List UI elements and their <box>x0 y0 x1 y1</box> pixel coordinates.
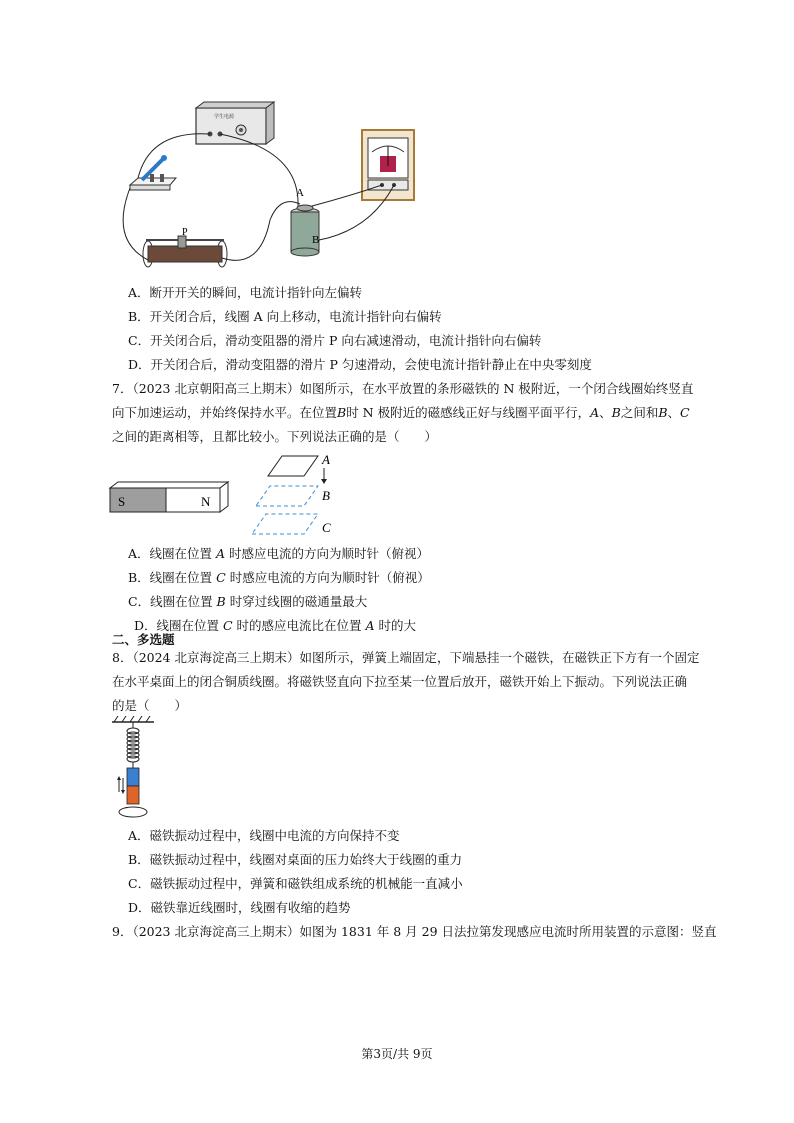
q7-stem-line3: 之间的距离相等，且都比较小。下列说法正确的是（ ） <box>112 429 438 444</box>
magnet-s-label: S <box>118 494 126 509</box>
coil <box>291 187 319 256</box>
q8-stem-line2: 在水平桌面上的闭合铜质线圈。将磁铁竖直向下拉至某一位置后放开，磁铁开始上下振动。下列说法正确 <box>112 674 688 689</box>
ceiling <box>112 716 154 722</box>
q7-figure <box>108 450 348 542</box>
magnet-n-label: N <box>201 494 211 509</box>
switch <box>130 155 176 190</box>
position-label-c: C <box>322 520 331 535</box>
q7-stem-line2: 向下加速运动，并始终保持水平。在位置B时 N 极附近的磁感线正好与线圈平面平行，A、B之间和B、C <box>112 405 690 420</box>
q8-option-d: D．磁铁靠近线圈时，线圈有收缩的趋势 <box>128 900 351 915</box>
bar-magnet <box>110 482 228 512</box>
vibration-arrows-icon <box>117 776 125 794</box>
section-heading-multiple-choice: 二、多选题 <box>112 632 175 647</box>
q7-option-a: A．线圈在位置 A 时感应电流的方向为顺时针（俯视） <box>128 546 430 561</box>
q8-stem-line1: 8．（2024 北京海淀高三上期末）如图所示，弹簧上端固定，下端悬挂一个磁铁，在磁铁正下方有一个固定 <box>112 650 700 665</box>
q8-option-c: C．磁铁振动过程中，弹簧和磁铁组成系统的机械能一直减小 <box>128 876 463 891</box>
q6-option-d: D．开关闭合后，滑动变阻器的滑片 P 匀速滑动，会使电流计指针静止在中央零刻度 <box>128 357 592 372</box>
q6-option-c: C．开关闭合后，滑动变阻器的滑片 P 向右减速滑动，电流计指针向右偏转 <box>128 333 542 348</box>
q7-option-c: C．线圈在位置 B 时穿过线圈的磁通量最大 <box>128 594 368 609</box>
magnet-top-blue <box>127 768 139 786</box>
copper-coil <box>119 807 147 817</box>
rheostat <box>143 227 227 267</box>
q8-stem-line3: 的是（ ） <box>112 698 188 713</box>
q8-figure <box>112 716 162 820</box>
coil-position-b <box>256 486 318 506</box>
q7-option-b: B．线圈在位置 C 时感应电流的方向为顺时针（俯视） <box>128 570 430 585</box>
position-label-b: B <box>322 488 330 503</box>
q7-stem-line1: 7．（2023 北京朝阳高三上期末）如图所示，在水平放置的条形磁铁的 N 极附近，一个闭合线圈始终竖直 <box>112 381 694 396</box>
wire <box>220 134 298 206</box>
magnet-bottom-orange <box>127 786 139 804</box>
coil-position-a <box>268 456 318 476</box>
wire <box>222 202 300 261</box>
page-number: 第3页/共 9页 <box>361 1047 433 1061</box>
q8-option-b: B．磁铁振动过程中，线圈对桌面的压力始终大于线圈的重力 <box>128 852 463 867</box>
q9-stem-line1: 9．（2023 北京海淀高三上期末）如图为 1831 年 8 月 29 日法拉第发现感应电流时所用装置的示意图：竖直 <box>112 924 717 939</box>
spring <box>127 722 139 768</box>
circuit-figure <box>110 100 430 280</box>
q8-option-a: A．磁铁振动过程中，线圈中电流的方向保持不变 <box>128 828 400 843</box>
coil-position-c <box>252 514 318 534</box>
power-supply-label: 学生电源 <box>214 115 235 120</box>
q6-option-a: A．断开开关的瞬间，电流计指针向左偏转 <box>128 285 363 300</box>
label-a: A <box>296 187 304 199</box>
position-label-a: A <box>322 452 330 467</box>
q6-option-b: B．开关闭合后，线圈 A 向上移动，电流计指针向右偏转 <box>128 309 442 324</box>
q7-option-d: D．线圈在位置 C 时的感应电流比在位置 A 时的大 <box>134 618 417 633</box>
label-p: P <box>182 227 188 238</box>
label-b: B <box>312 234 320 246</box>
